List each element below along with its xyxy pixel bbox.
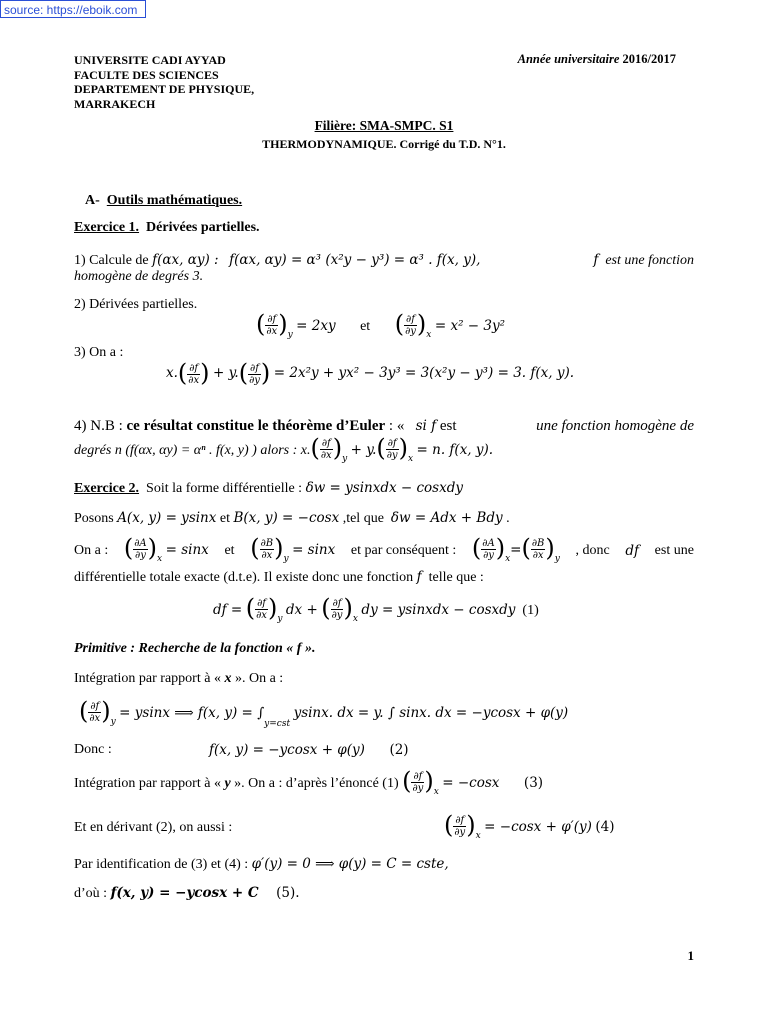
ona-est: est une [654,542,694,558]
ex1-q2-et: et [360,318,371,334]
integ-y-end: ». On a : d’après l’énoncé (1) [234,775,399,791]
exercise-2-form: δw = ysinxdx − cosxdy [305,480,463,496]
exercise-2-heading [74,480,463,497]
nb-si-f: si f [415,418,437,434]
ex1-q2-eq1: = 2xy [296,317,336,334]
ex1-q3-result: = 2x²y + yx² − 3y³ = 3(x²y − y³) = 3. f(x, y). [273,365,575,382]
exercise-1-title: Dérivées partielles. [146,220,260,235]
dte-end: telle que : [428,570,484,585]
final-eq-number: (5). [276,885,300,901]
nb-euler-theorem: ce résultat constitue le théorème d’Euler [126,418,386,434]
ona-df: df [625,542,640,559]
posons-dw: δw = Adx + Bdy [390,510,503,526]
ex2-donc-equation [209,742,409,759]
ex2-final-line [74,885,300,902]
header-line: DEPARTEMENT DE PHYSIQUE, [74,82,255,96]
posons-a: A(x, y) = ysinx [117,510,217,526]
ona-eq2: = sinx [292,541,336,558]
ex2-posons-line [74,510,510,527]
integ-x-var: x [224,671,232,686]
ident-eq: φ′(y) = 0 ⟹ φ(y) = C = cste, [251,856,449,872]
academic-year-value: 2016/2017 [622,52,676,66]
ona-consequent: et par conséquent : [350,542,457,558]
integ-y-eq-number: (3) [523,774,544,791]
ex1-q1-text: 1) Calcule de [74,253,149,268]
nb-line2-result: = n. f(x, y). [416,441,494,458]
ex1-q1-math: f(αx, αy) : [152,252,219,268]
posons-tel: ,tel que [342,511,384,526]
donc-eq: f(x, y) = −ycosx + φ(y) [209,742,365,758]
ex1-nb-line2: degrés n (f(αx, αy) = αⁿ . f(x, y) ) alors : x.( $\frac{\partial f}{\partial x}$ )$_y + y$.( $\frac{\partial f}{\partial y}$ )$_x = n$. f(x, y). [74,434,494,465]
ident-text: Par identification de (3) et (4) : [74,857,249,872]
ex2-integ-equation: ( $\frac{\partial f}{\partial x}$ )$_y = ysinx$ ⟹ f(x, $y) = \int_{y=cst}$ ysinx. dx = y. ∫ sinx. dx = −ycosx + φ(y) [79,697,569,729]
posons-b: B(x, y) = −cosx [233,510,340,526]
final-eq: f(x, y) = −ycosx + C [110,885,259,901]
final-text: d’où : [74,886,108,901]
document-subtitle: THERMODYNAMIQUE. Corrigé du T.D. N°1. [262,137,506,151]
section-a-prefix: A- [85,193,100,208]
academic-year [518,52,676,67]
ex1-q3-text: 3) On a : [74,345,124,360]
df-lhs: df = [213,601,243,618]
ona-et: et [224,542,235,558]
posons-end: . [506,511,510,526]
ex1-q2-eq2: = x² − 3y² [434,317,506,334]
ex2-integ-x-line [74,671,283,687]
donc-eq-number: (2) [389,742,409,758]
deriv-text: Et en dérivant (2), on aussi : [74,820,233,835]
deriv-eq: = −cosx + φ′(y) [484,818,592,835]
ex1-q3-equation: x.( $\frac{\partial f}{\partial x}$ ) + y.( $\frac{\partial f}{\partial y}$ ) = 2x²y + yx² − 3y³ = 3(x²y − y³) = 3. f(x, y). [166,359,575,387]
section-a-name: Outils mathématiques. [106,193,243,208]
academic-year-label: Année universitaire [517,52,620,66]
ex1-q1-line [74,252,694,269]
exercise-1-label: Exercice 1. [74,220,140,235]
ex1-q1-equation: f(αx, αy) = α³ (x²y − y³) = α³ . f(x, y), [229,252,481,268]
ex1-q1-comment: est une fonction [605,253,694,268]
header-line: MARRAKECH [74,96,156,111]
nb-est: est [439,418,457,434]
ex2-df-equation: df = ( $\frac{\partial f}{\partial x}$ )$_y$ dx + ( $\frac{\partial f}{\partial y}$ )$_x$ dy = ysinxdx − cosxdy (1) [213,594,539,625]
dte-text: différentielle totale exacte (d.t.e). Il existe donc une fonction [74,570,414,585]
ex1-q1-line2: homogène de degrés 3. [74,269,204,284]
posons-et: et [219,511,230,526]
page-number: 1 [687,948,694,963]
section-a-title [85,193,242,209]
integ-x-end: ». On a : [234,671,284,686]
integ-eq-part2: ysinx. dx = y. ∫ sinx. dx = −ycosx + φ(y) [293,704,569,721]
integ-x-text: Intégration par rapport à « [74,671,221,686]
ex1-q1-f: f [593,252,599,268]
ex2-integ-y-line: Intégration par rapport à « y ». On a : d’après l’énoncé (1) ( $\frac{\partial f}{\partial y}$ )$_x = -\cos x$ (3) [74,767,544,798]
header-line: FACULTE DES SCIENCES [74,67,219,82]
primitive-title: Primitive : Recherche de la fonction « f ». [74,641,316,656]
ex2-dte-line [74,569,484,586]
exercise-1-heading [74,220,260,236]
integ-y-text: Intégration par rapport à « [74,775,221,791]
integ-eq-part1: = ysinx ⟹ f(x, y) = ∫ [119,704,265,721]
df-rhs: dy = ysinxdx − cosxdy [361,601,516,618]
ona-text: On a : [74,542,109,558]
nb-prefix: 4) N.B : [74,418,123,434]
source-label[interactable]: source: https://eboik.com [0,0,146,18]
df-mid: dx + [285,601,318,618]
header-line: UNIVERSITE CADI AYYAD [74,53,226,67]
institution-header [74,53,254,111]
deriv-eq-number: (4) [595,818,615,835]
nb-line2-text: degrés n (f(αx, αy) = αⁿ . f(x, y) ) alors : x. [74,442,311,458]
integ-y-eq: = −cosx [442,774,500,791]
donc-label: Donc : [74,742,112,757]
filiere-title: Filière: SMA-SMPC. S1 [314,118,454,133]
ex1-q2-text: 2) Dérivées partielles. [74,297,198,312]
ex1-nb-line1 [74,418,694,435]
df-eq-number: (1) [522,602,539,618]
exercise-2-label: Exercice 2. [74,481,140,496]
nb-homogeneous: une fonction homogène de [536,418,694,434]
posons-text: Posons [74,511,114,526]
ex2-ident-line [74,856,449,873]
ex1-q2-equations: ( $\frac{\partial f}{\partial x}$ )$_y = 2xy$ et ( $\frac{\partial f}{\partial y}$ )$_x = x^2 - 3y^2$ [256,310,506,341]
ona-donc: , donc [575,542,610,558]
ona-eq1: = sinx [165,541,209,558]
ex2-deriv-equation: ( $\frac{\partial f}{\partial y}$ )$_x = -\cos x + \varphi'(y)$ (4) [444,811,615,842]
exercise-2-intro: Soit la forme différentielle : [146,481,303,496]
integ-y-var: y [224,775,231,791]
dte-f: f [416,569,422,585]
nb-quote-open: : « [388,418,405,434]
ex2-ona-line: On a : ( $\frac{\partial A}{\partial y}$ )$_x = \sin x$ et ( $\frac{\partial B}{\partial x}$ )$_y = \sin x$ et par conséquent : ( $\frac{\partial A}{\partial y}$ )$_x=$( $\frac{\partial B}{\partial x}$ )$_y$ , donc df est une [74,534,694,565]
integ-eq-subscript: y=cst [264,718,291,729]
